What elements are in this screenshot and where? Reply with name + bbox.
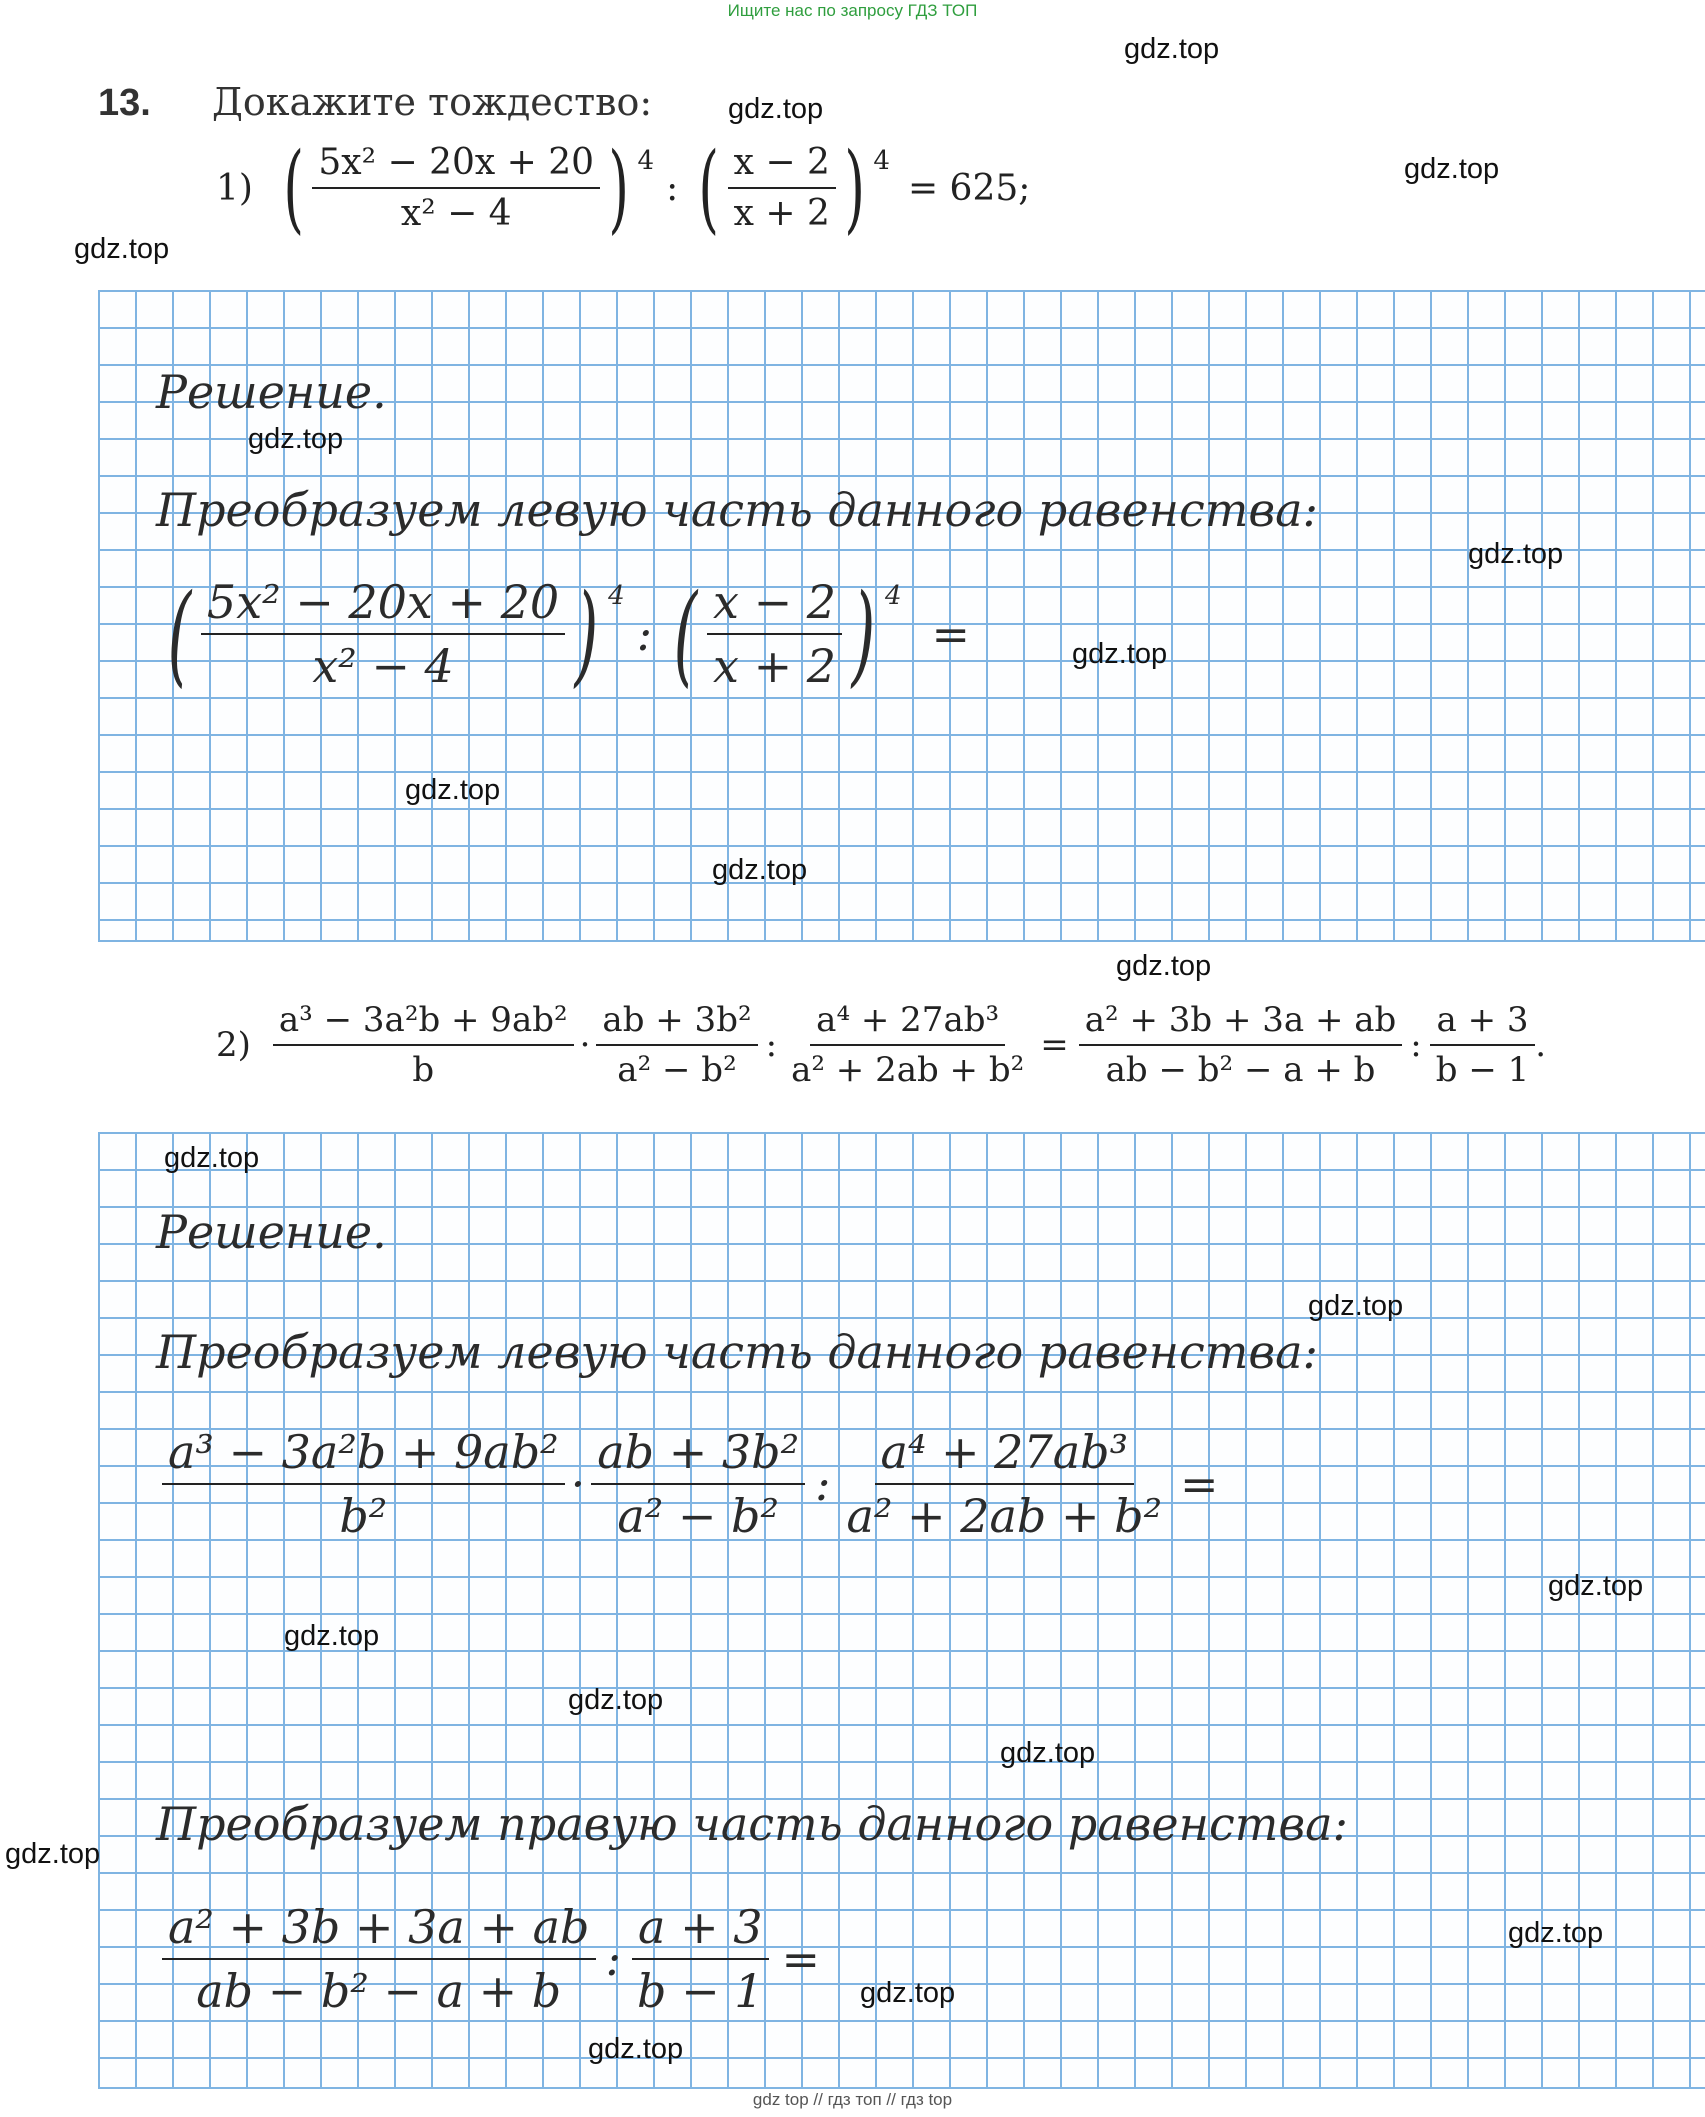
sol2-f1-denominator: b² — [339, 1489, 388, 1543]
sol1-fraction-2 — [707, 575, 842, 693]
part2-equals: = — [1040, 1025, 1069, 1065]
sol2-fraction-2 — [591, 1425, 805, 1543]
sol2-f2-denominator: a² − b² — [617, 1489, 779, 1543]
part1-power-2: 4 — [873, 146, 890, 176]
sol2-equals: = — [1180, 1457, 1219, 1511]
part2-f4-numerator: a² + 3b + 3a + ab — [1079, 1000, 1403, 1046]
open-paren-2: ( — [698, 132, 720, 244]
sol2-dot: · — [570, 1457, 586, 1511]
part2-dot: · — [579, 1025, 591, 1065]
close-paren-2: ) — [844, 132, 865, 244]
sol2-f5-numerator: a + 3 — [632, 1900, 768, 1960]
sol2-colon-2: : — [605, 1932, 622, 1986]
solution1-heading: Решение. — [156, 365, 387, 419]
watermark: gdz.top — [1404, 153, 1500, 185]
watermark: gdz.top — [1116, 950, 1212, 982]
sol2-fraction-5 — [631, 1900, 770, 2018]
watermark: gdz.top — [588, 2033, 684, 2065]
watermark: gdz.top — [1000, 1737, 1096, 1769]
close-paren: ) — [574, 570, 599, 698]
part2-fraction-4 — [1079, 1000, 1403, 1090]
bottom-banner: gdz top // гдз топ // гдз top — [752, 2090, 953, 2109]
part1-numerator-2: x − 2 — [728, 142, 836, 189]
sol1-denominator-2: x + 2 — [713, 639, 837, 693]
part2-fraction-3 — [785, 1000, 1030, 1090]
solution2-expression-right — [162, 1900, 832, 2018]
part1-denominator: x² − 4 — [400, 193, 512, 234]
part1-fraction-2 — [728, 142, 836, 234]
part2-f2-denominator: a² − b² — [617, 1050, 737, 1090]
solution2-line-left: Преобразуем левую часть данного равенства: — [156, 1325, 1319, 1379]
close-paren: ) — [608, 132, 630, 244]
watermark: gdz.top — [1548, 1570, 1644, 1602]
watermark: gdz.top — [284, 1620, 380, 1652]
sol2-fraction-3 — [841, 1425, 1168, 1543]
watermark: gdz.top — [405, 774, 501, 806]
solution2-expression-left — [162, 1425, 1231, 1543]
watermark: gdz.top — [248, 423, 344, 455]
part2-end: . — [1535, 1025, 1547, 1065]
solution2-line-right: Преобразуем правую часть данного равенства: — [156, 1797, 1349, 1851]
sol1-colon: : — [636, 607, 653, 661]
part2-colon-2: : — [1410, 1025, 1422, 1065]
watermark: gdz.top — [1124, 33, 1220, 65]
watermark: gdz.top — [74, 233, 170, 265]
watermark: gdz.top — [5, 1838, 101, 1870]
open-paren: ( — [283, 132, 304, 244]
watermark: gdz.top — [860, 1977, 956, 2009]
sol2-f4-numerator: a² + 3b + 3a + ab — [162, 1900, 596, 1960]
open-paren-2: ( — [673, 570, 698, 698]
sol2-f3-denominator: a² + 2ab + b² — [846, 1489, 1163, 1543]
sol2-f4-denominator: ab − b² − a + b — [196, 1964, 562, 2018]
part1-result: = 625; — [907, 167, 1031, 209]
sol1-numerator: 5x² − 20x + 20 — [201, 575, 565, 635]
sol2-fraction-1 — [162, 1425, 565, 1543]
watermark: gdz.top — [568, 1684, 664, 1716]
task-title: Докажите тождество: — [212, 80, 653, 124]
part1-label: 1) — [216, 167, 253, 209]
part2-f2-numerator: ab + 3b² — [596, 1000, 757, 1046]
watermark: gdz.top — [1468, 538, 1564, 570]
sol2-fraction-4 — [162, 1900, 596, 2018]
sol2-equals-2: = — [781, 1932, 821, 1986]
task-part2 — [216, 1000, 1546, 1090]
sol2-f3-numerator: a⁴ + 27ab³ — [875, 1425, 1135, 1485]
part1-numerator: 5x² − 20x + 20 — [312, 142, 600, 189]
watermark: gdz.top — [1508, 1917, 1604, 1949]
task-part1 — [216, 132, 1031, 244]
part2-colon: : — [765, 1025, 778, 1065]
sol2-f1-numerator: a³ − 3a²b + 9ab² — [162, 1425, 565, 1485]
part2-label: 2) — [216, 1025, 251, 1065]
sol1-equals: = — [931, 607, 971, 661]
part2-fraction-5 — [1430, 1000, 1536, 1090]
watermark: gdz.top — [728, 93, 824, 125]
solution1-line: Преобразуем левую часть данного равенства: — [156, 483, 1319, 537]
sol1-power: 4 — [608, 581, 625, 611]
part2-fraction-1 — [273, 1000, 574, 1090]
sol1-power-2: 4 — [884, 581, 902, 611]
watermark: gdz.top — [1072, 638, 1168, 670]
sol1-fraction — [201, 575, 565, 693]
close-paren-2: ) — [851, 570, 876, 698]
part2-f5-numerator: a + 3 — [1430, 1000, 1534, 1046]
sol2-f2-numerator: ab + 3b² — [591, 1425, 805, 1485]
sol2-f5-denominator: b − 1 — [637, 1964, 764, 2018]
part2-f3-denominator: a² + 2ab + b² — [791, 1050, 1025, 1090]
part1-denominator-2: x + 2 — [733, 193, 830, 234]
solution2-heading: Решение. — [156, 1205, 387, 1259]
top-banner[interactable]: Ищите нас по запросу ГДЗ ТОП — [727, 1, 978, 20]
sol2-colon: : — [815, 1457, 831, 1511]
part2-f1-denominator: b — [412, 1050, 435, 1090]
part1-colon: : — [666, 167, 679, 209]
part2-f1-numerator: a³ − 3a²b + 9ab² — [273, 1000, 574, 1046]
part2-fraction-2 — [596, 1000, 757, 1090]
part2-f3-numerator: a⁴ + 27ab³ — [810, 1000, 1005, 1046]
sol1-numerator-2: x − 2 — [707, 575, 842, 635]
part2-f4-denominator: ab − b² − a + b — [1105, 1050, 1376, 1090]
open-paren: ( — [167, 570, 192, 698]
watermark: gdz.top — [712, 854, 808, 886]
task-number: 13. — [98, 82, 151, 124]
part1-fraction — [312, 142, 600, 234]
part1-power: 4 — [637, 146, 655, 176]
watermark: gdz.top — [164, 1142, 260, 1174]
sol1-denominator: x² − 4 — [312, 639, 454, 693]
solution1-expression — [158, 570, 982, 698]
part2-f5-denominator: b − 1 — [1435, 1050, 1530, 1090]
watermark: gdz.top — [1308, 1290, 1404, 1322]
